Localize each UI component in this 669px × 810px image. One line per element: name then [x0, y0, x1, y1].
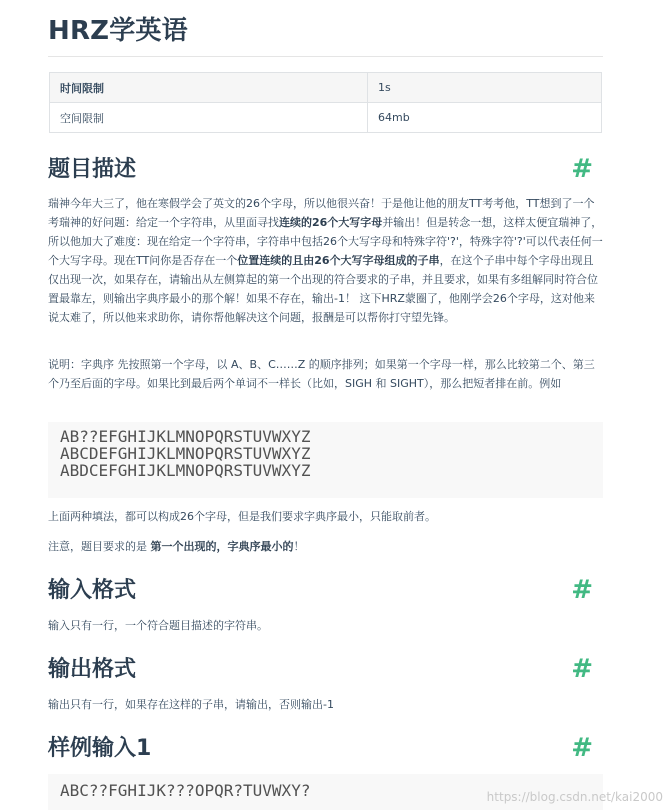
anchor-link-icon[interactable]: #	[571, 154, 593, 184]
code-line: AB??EFGHIJKLMNOPQRSTUVWXYZ	[60, 427, 311, 446]
code-line: ABDCEFGHIJKLMNOPQRSTUVWXYZ	[60, 461, 311, 480]
limits-table	[49, 72, 602, 133]
section-title: 输入格式	[48, 578, 137, 603]
watermark-text: https://blog.csdn.net/kai2000	[486, 790, 663, 804]
code-line: ABCDEFGHIJKLMNOPQRSTUVWXYZ	[60, 444, 311, 463]
page-title: HRZ学英语	[48, 16, 188, 46]
input-format-text: 输入只有一行，一个符合题目描述的字符串。	[48, 619, 268, 632]
section-output-heading	[48, 656, 603, 684]
anchor-link-icon[interactable]: #	[571, 733, 593, 763]
text-run: ，在这个子串中每个字母出现且仅出现一次，如果存在，请输出从左侧算起的第一个出现的符合要求的子串，并且要求，如果有多组解同时符合位置最靠左，则输出字典序最小的那个解！如果不存在，输出-1！ 这下HRZ蒙圈了，他刚学会26个字母，这对他来说太难了，所以他来求助你，请你帮他解决这个问题，报酬是可以帮你打守望先锋。	[48, 254, 598, 324]
example-code-block	[48, 422, 603, 498]
table-row	[50, 103, 602, 133]
anchor-link-icon[interactable]: #	[571, 654, 593, 684]
section-title: 输出格式	[48, 657, 137, 682]
text-run: 瑞神今年大三了，他在寒假学会了英文的26个字母，所以他很兴奋！于是他让他的朋友TT考考他，TT想到了一个考瑞神的好问题：给定一个字符串，从里面寻找	[48, 197, 595, 229]
text-run: ！	[293, 540, 305, 553]
time-limit-label: 时间限制	[50, 73, 368, 103]
fill-explanation: 上面两种填法，都可以构成26个字母，但是我们要求字典序最小，只能取前者。	[48, 510, 436, 523]
bold-text: 连续的26个大写字母	[279, 216, 383, 229]
table-row	[50, 73, 602, 103]
bold-text: 第一个出现的，字典序最小的	[150, 540, 294, 553]
space-limit-value: 64mb	[368, 103, 602, 133]
section-input-heading	[48, 577, 603, 605]
section-title: 样例输入1	[48, 736, 152, 761]
note-paragraph	[48, 537, 603, 556]
code-line: ABC??FGHIJK???OPQR?TUVWXY?	[60, 781, 311, 800]
text-run: 并输出！但是转念一想，这样太便宜瑞神了，所以他加大了难度：现在给定一个字符串，字符串中包括26个大写字母和特殊字符'?'，特殊字符'?'可以代表任何一个大写字母。现在TT问你是否存在一个	[48, 216, 603, 267]
section-description-heading	[48, 156, 603, 184]
section-sample-input-heading	[48, 735, 603, 763]
space-limit-label: 空间限制	[50, 103, 368, 133]
text-run: 注意，题目要求的是	[48, 540, 151, 553]
lexicographic-explanation: 说明：字典序 先按照第一个字母，以 A、B、C……Z 的顺序排列；如果第一个字母一样，那么比较第二个、第三个乃至后面的字母。如果比到最后两个单词不一样长（比如，SIGH 和 SIGHT），那么把短者排在前。例如	[48, 358, 595, 390]
anchor-link-icon[interactable]: #	[571, 575, 593, 605]
bold-text: 位置连续的且由26个大写字母组成的子串	[237, 254, 440, 267]
title-divider	[48, 56, 603, 57]
description-paragraph	[48, 194, 603, 327]
section-title: 题目描述	[48, 157, 137, 182]
time-limit-value: 1s	[368, 73, 602, 103]
output-format-text: 输出只有一行，如果存在这样的子串，请输出，否则输出-1	[48, 698, 334, 711]
